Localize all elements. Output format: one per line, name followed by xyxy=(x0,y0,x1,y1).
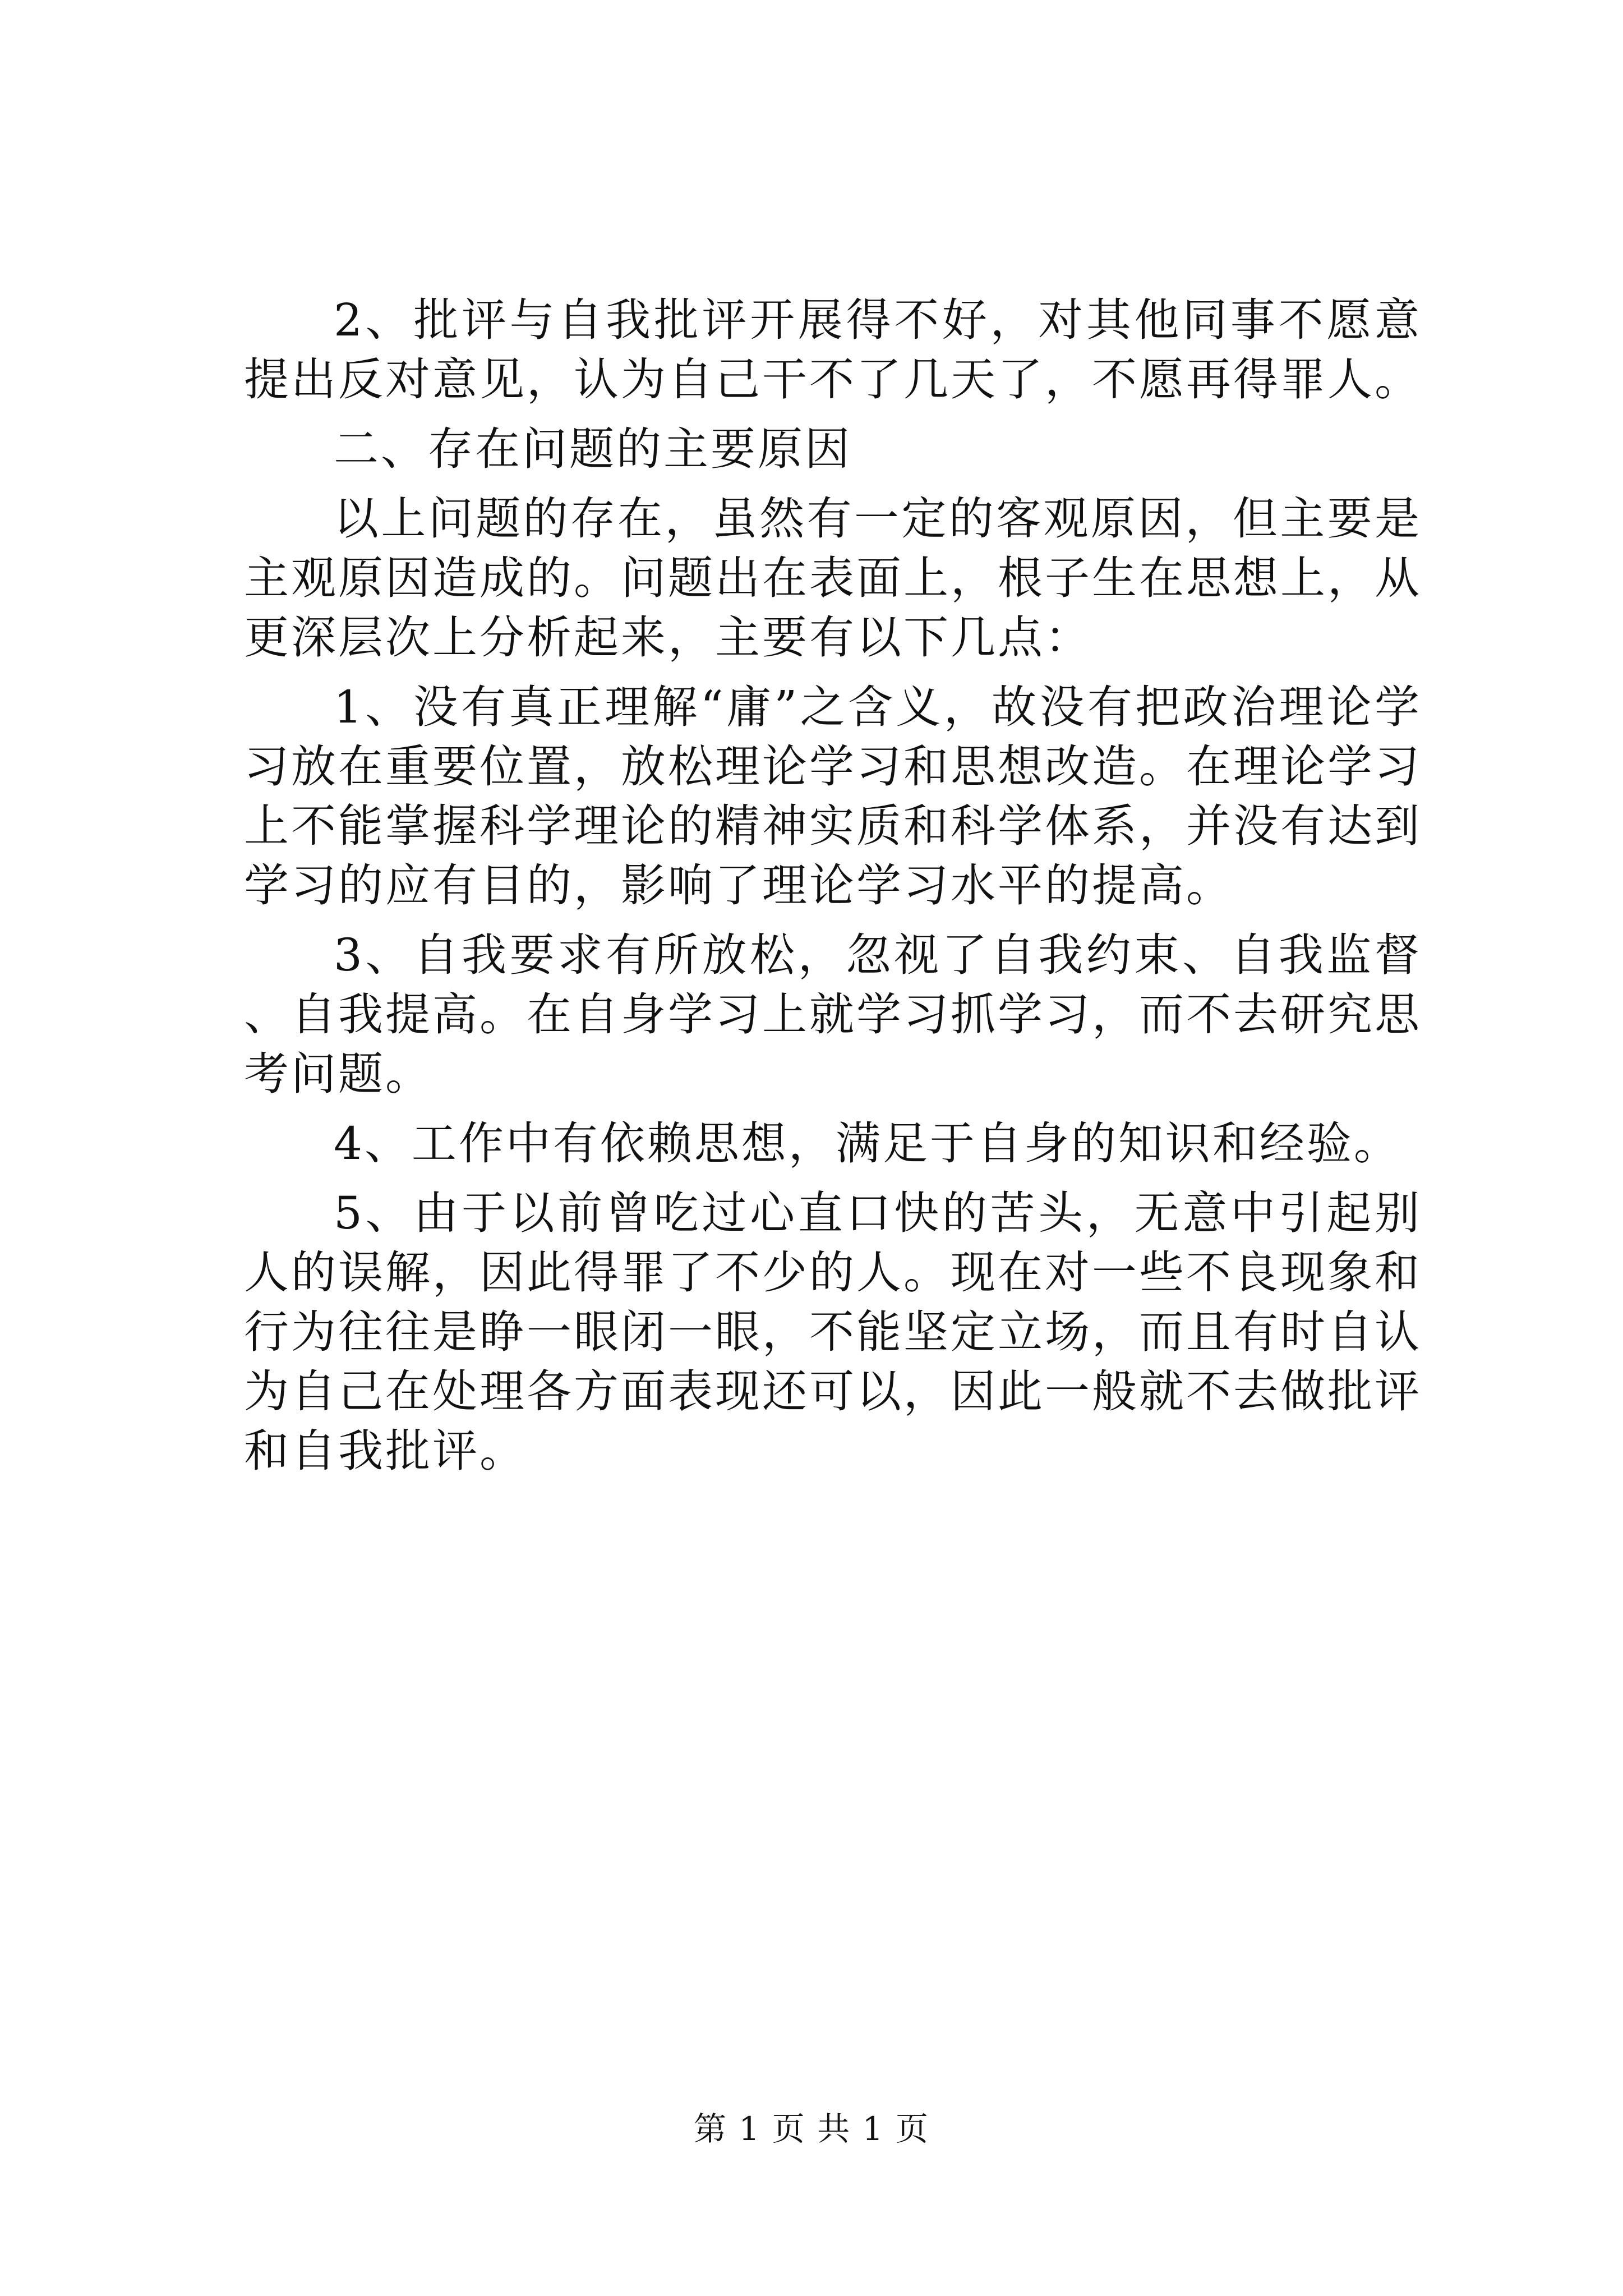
section-heading-main-causes: 二、存在问题的主要原因 xyxy=(334,423,852,475)
paragraph-cause-4: 4、工作中有依赖思想，满足于自身的知识和经验。 xyxy=(334,1117,1401,1170)
page-footer: 第 1 页 共 1 页 xyxy=(694,2110,929,2148)
paragraph-cause-1: 1、没有真正理解“庸”之含义，故没有把政治理论学习放在重要位置，放松理论学习和思想改造。在理论学习上不能掌握科学理论的精神实质和科学体系，并没有达到学习的应有目的，影响了理论学习水平的提高。 xyxy=(244,681,1422,912)
paragraph-criticism: 2、批评与自我批评开展得不好，对其他同事不愿意提出反对意见，认为自己干不了几天了，不愿再得罪人。 xyxy=(244,294,1422,406)
document-body xyxy=(244,291,1422,1491)
paragraph-cause-5: 5、由于以前曾吃过心直口快的苦头，无意中引起别人的误解，因此得罪了不少的人。现在对一些不良现象和行为往往是睁一眼闭一眼，不能坚定立场，而且有时自认为自己在处理各方面表现还可以，因此一般就不去做批评和自我批评。 xyxy=(244,1187,1422,1477)
paragraph-cause-3: 3、自我要求有所放松，忽视了自我约束、自我监督、自我提高。在自身学习上就学习抓学习，而不去研究思考问题。 xyxy=(244,929,1422,1100)
paragraph-causes-intro: 以上问题的存在，虽然有一定的客观原因，但主要是主观原因造成的。问题出在表面上，根子生在思想上，从更深层次上分析起来，主要有以下几点： xyxy=(244,493,1422,664)
